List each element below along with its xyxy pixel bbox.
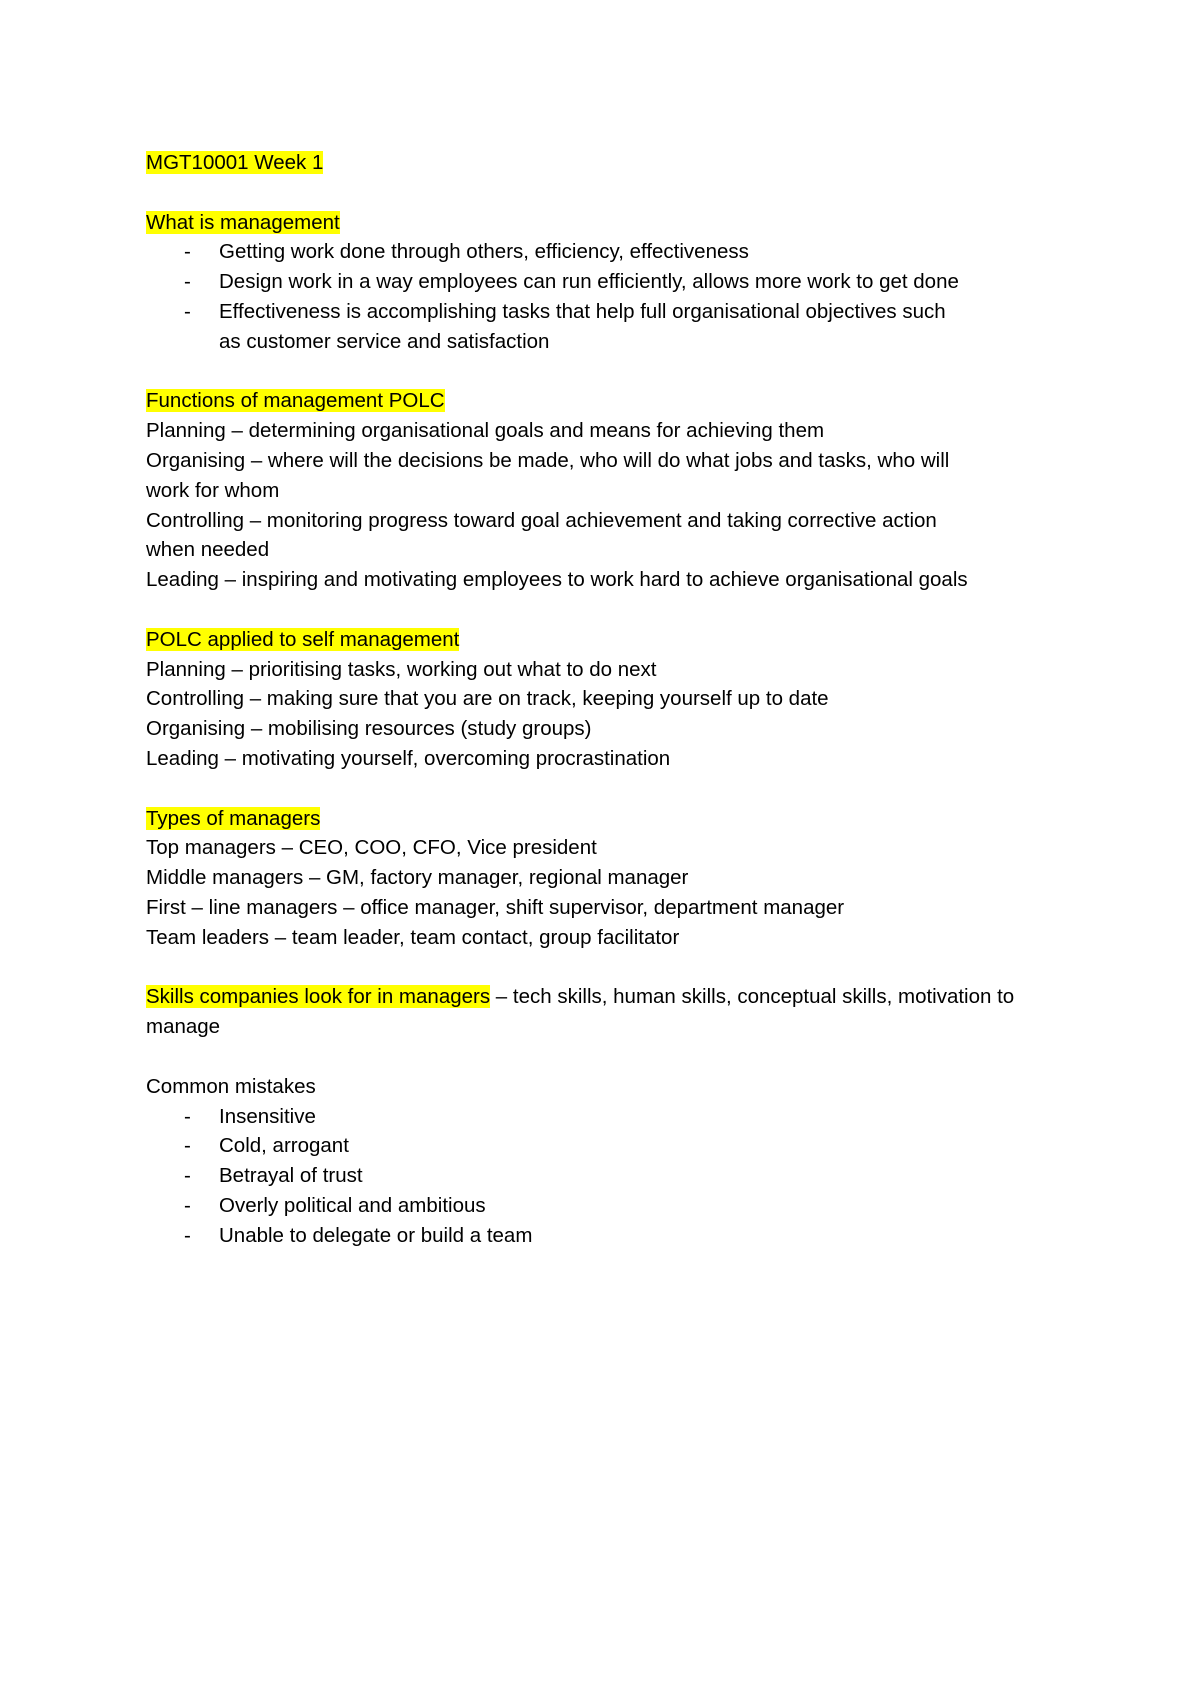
bullet-text: Effectiveness is accomplishing tasks that help full organisational objectives such as customer service and satisfaction <box>219 299 946 353</box>
bullet-text: Unable to delegate or build a team <box>219 1223 533 1247</box>
bullet-dash: - <box>184 240 191 264</box>
paragraph-line: Planning – prioritising tasks, working out what to do next <box>146 657 657 681</box>
bullet-item <box>146 267 1076 297</box>
paragraph-line: Planning – determining organisational goals and means for achieving them <box>146 419 825 443</box>
paragraph-line: Team leaders – team leader, team contact, group facilitator <box>146 925 680 949</box>
spacer <box>146 178 1076 208</box>
skills-paragraph <box>146 982 1076 1042</box>
section-heading-polc-self-management: POLC applied to self management <box>146 627 460 651</box>
paragraph-line: Controlling – making sure that you are on track, keeping yourself up to date <box>146 687 829 711</box>
section-heading-what-is-management: What is management <box>146 210 340 234</box>
document-body <box>146 148 1076 1250</box>
spacer <box>146 595 1076 625</box>
bullet-text: Cold, arrogant <box>219 1134 349 1158</box>
section-heading-common-mistakes: Common mistakes <box>146 1074 316 1098</box>
bullet-item <box>146 237 1076 267</box>
bullet-text: Getting work done through others, efficiency, effectiveness <box>219 240 749 264</box>
section-heading-line <box>146 208 1076 238</box>
spacer <box>146 357 1076 387</box>
bullet-text: Overly political and ambitious <box>219 1193 486 1217</box>
section-heading-functions-of-management: Functions of management POLC <box>146 389 445 413</box>
paragraph-line: Middle managers – GM, factory manager, regional manager <box>146 866 689 890</box>
paragraph-line: Leading – inspiring and motivating employees to work hard to achieve organisational goals <box>146 568 968 592</box>
spacer <box>146 1042 1076 1072</box>
document-title: MGT10001 Week 1 <box>146 151 324 174</box>
section-heading-line <box>146 804 1076 834</box>
document-title-line <box>146 148 1076 178</box>
bullet-text: Betrayal of trust <box>219 1164 363 1188</box>
bullet-item <box>146 1131 1076 1161</box>
paragraph-line: Controlling – monitoring progress toward goal achievement and taking corrective action when needed <box>146 508 937 562</box>
paragraph-line: Top managers – CEO, COO, CFO, Vice president <box>146 836 597 860</box>
bullet-text: Design work in a way employees can run efficiently, allows more work to get done <box>219 270 959 294</box>
bullet-item <box>146 1191 1076 1221</box>
bullet-item <box>146 1221 1076 1251</box>
bullet-item <box>146 297 1076 357</box>
bullet-item <box>146 1161 1076 1191</box>
section-heading-skills: Skills companies look for in managers <box>146 985 491 1009</box>
section-heading-types-of-managers: Types of managers <box>146 806 321 830</box>
bullet-dash: - <box>184 270 191 294</box>
bullet-dash: - <box>184 1223 191 1247</box>
bullet-dash: - <box>184 1134 191 1158</box>
skills-text: – tech skills, human skills, conceptual skills, motivation to manage <box>146 985 1015 1039</box>
paragraph-line: Leading – motivating yourself, overcoming procrastination <box>146 746 671 770</box>
paragraph-line: Organising – where will the decisions be made, who will do what jobs and tasks, who will work for whom <box>146 448 950 502</box>
bullet-item <box>146 1102 1076 1132</box>
bullet-dash: - <box>184 1164 191 1188</box>
bullet-dash: - <box>184 1193 191 1217</box>
spacer <box>146 774 1076 804</box>
bullet-dash: - <box>184 299 191 323</box>
spacer <box>146 953 1076 983</box>
paragraph-line: Organising – mobilising resources (study groups) <box>146 717 592 741</box>
bullet-text: Insensitive <box>219 1104 316 1128</box>
bullet-dash: - <box>184 1104 191 1128</box>
section-heading-line <box>146 625 1076 655</box>
section-heading-line <box>146 386 1076 416</box>
paragraph-line: First – line managers – office manager, shift supervisor, department manager <box>146 895 845 919</box>
